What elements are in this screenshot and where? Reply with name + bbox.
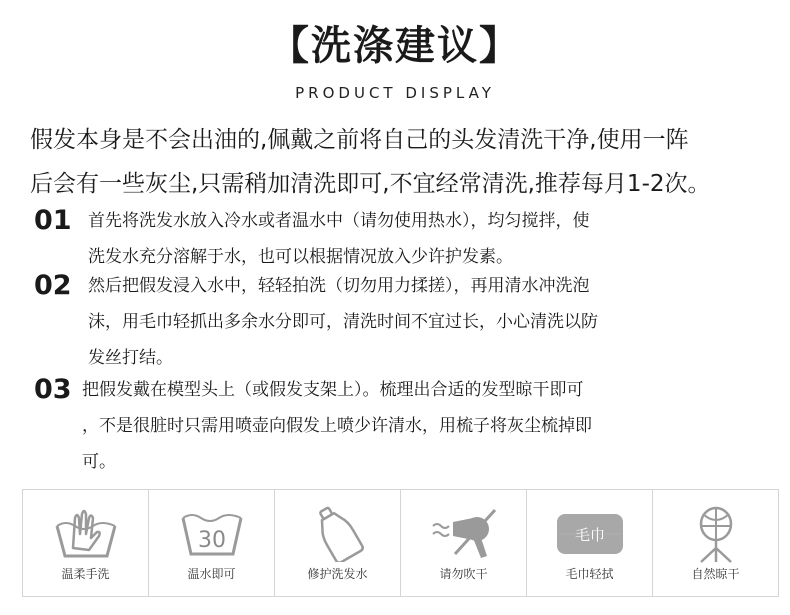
step-line: 发丝打结。 — [88, 348, 173, 368]
step-line: 洗发水充分溶解于水，也可以根据情况放入少许护发素。 — [88, 247, 513, 267]
step-number: 02 — [34, 270, 72, 301]
intro-paragraph — [30, 118, 770, 206]
step-number: 03 — [34, 374, 72, 405]
step-number: 01 — [34, 205, 72, 236]
care-label: 毛巾轻拭 — [565, 567, 614, 581]
care-item-towel — [527, 490, 653, 596]
page-subtitle: PRODUCT DISPLAY — [295, 84, 495, 102]
towel-text: 毛巾 — [574, 526, 605, 544]
wig-stand-icon — [681, 504, 751, 566]
wash-temperature-text: 30 — [197, 528, 226, 553]
care-item-hand-wash — [23, 490, 149, 596]
page-title: 【洗涤建议】 — [269, 23, 521, 69]
step-line: 首先将洗发水放入冷水或者温水中（请勿使用热水），均匀搅拌，使 — [88, 211, 590, 231]
care-label: 自然晾干 — [691, 567, 740, 581]
intro-line: 后会有一些灰尘,只需稍加清洗即可,不宜经常清洗,推荐每月1-2次。 — [30, 171, 711, 197]
step-line: ，不是很脏时只需用喷壶向假发上喷少许清水，用梳子将灰尘梳掉即 — [82, 416, 592, 436]
no-hair-dryer-icon — [429, 504, 499, 562]
care-label: 温水即可 — [187, 567, 236, 581]
care-item-shampoo — [275, 490, 401, 596]
step-text — [82, 372, 752, 480]
care-item-air-dry — [653, 490, 778, 596]
towel-icon — [551, 504, 629, 562]
shampoo-bottle-icon — [303, 504, 373, 562]
care-item-no-dryer — [401, 490, 527, 596]
intro-line: 假发本身是不会出油的,佩戴之前将自己的头发清洗干净,使用一阵 — [30, 127, 689, 153]
care-label: 温柔手洗 — [61, 567, 110, 581]
step-text — [88, 268, 758, 376]
care-instructions-panel — [22, 489, 779, 597]
care-label: 请勿吹干 — [439, 567, 488, 581]
step-line: 把假发戴在模型头上（或假发支架上）。梳理出合适的发型晾干即可 — [82, 380, 584, 400]
step-line: 沫，用毛巾轻抓出多余水分即可，清洗时间不宜过长，小心清洗以防 — [88, 312, 598, 332]
wash-30-icon — [177, 504, 247, 562]
step-line: 可。 — [82, 452, 116, 472]
hand-wash-icon — [51, 504, 121, 562]
step-line: 然后把假发浸入水中，轻轻拍洗（切勿用力揉搓），再用清水冲洗泡 — [88, 276, 590, 296]
care-label: 修护洗发水 — [307, 567, 368, 581]
care-item-warm-water — [149, 490, 275, 596]
step-text — [88, 203, 758, 275]
